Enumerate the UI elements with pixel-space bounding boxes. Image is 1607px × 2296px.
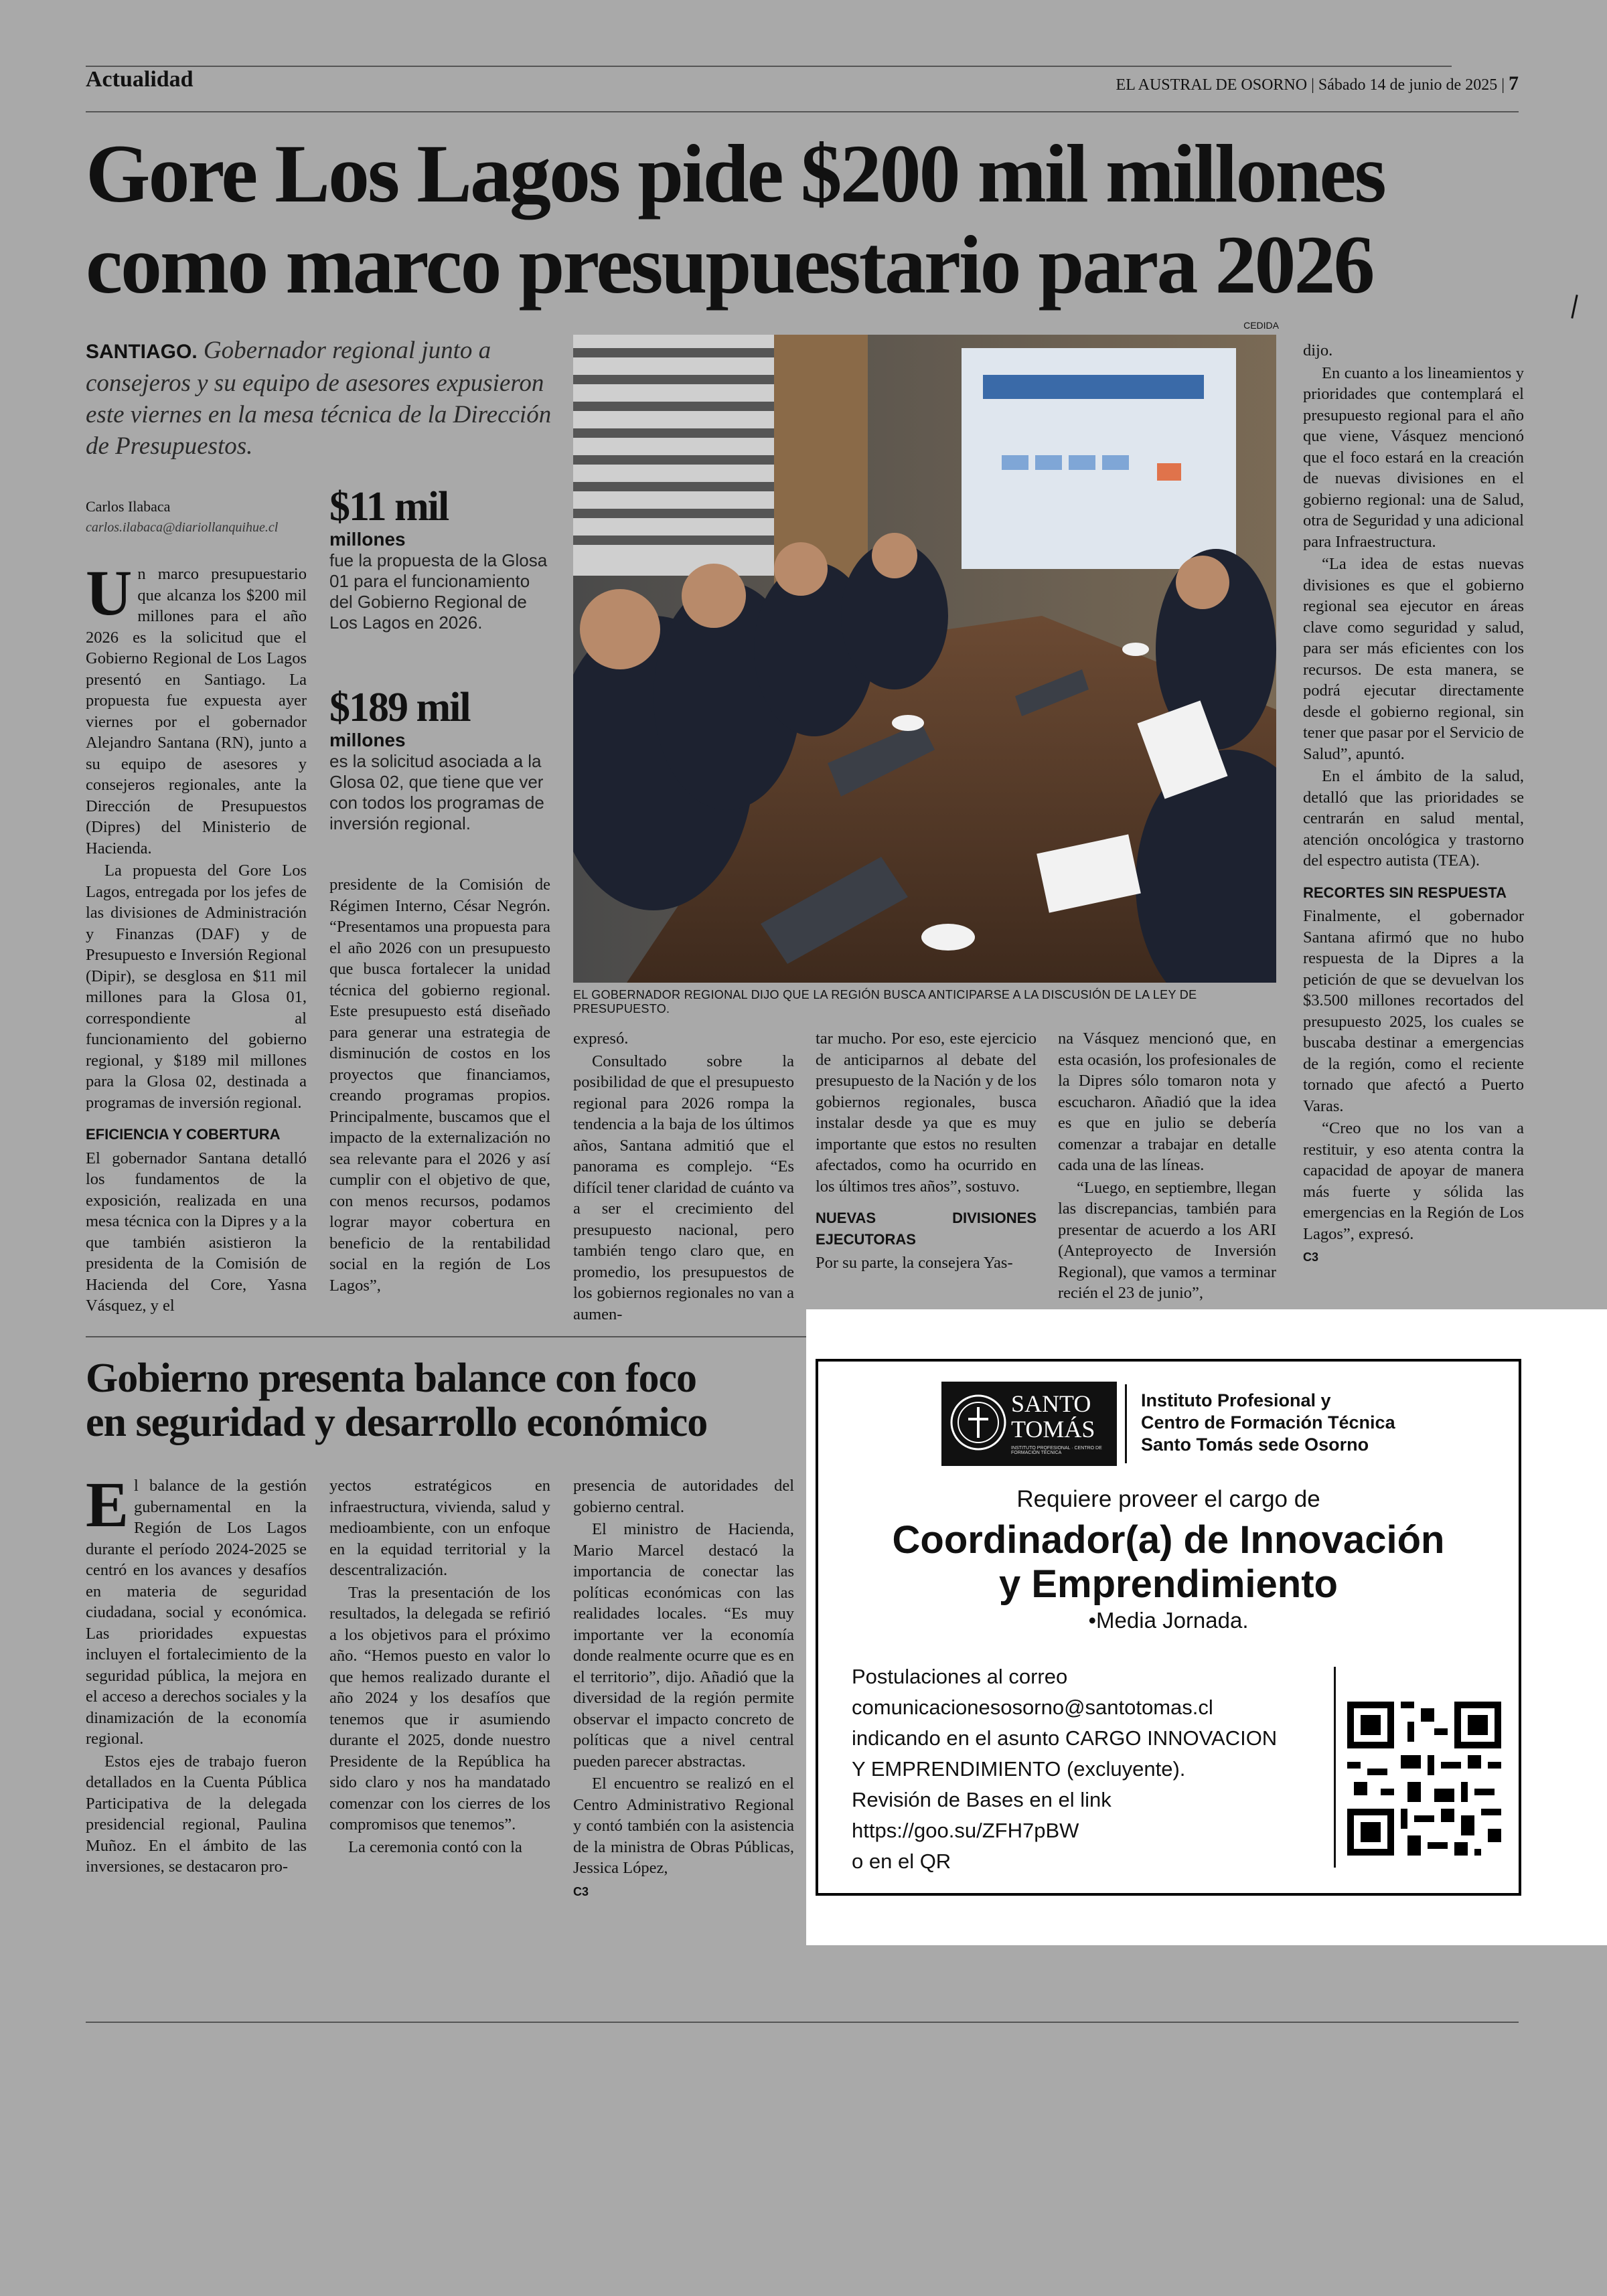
col1-p2: La propuesta del Gore Los Lagos, entregada por los jefes de las divisiones de Administración y Finanzas (DAF) y de Presupuesto e Inversión Regional (Dipir), se desglosa en $11 mil millones para la Glosa 01, correspondiente al funcionamiento del gobierno regional, y $189 mil millones para la Glosa 02, destinada a programas de inversión regional. [86,862,307,1112]
author-name: Carlos Ilabaca [86,498,171,515]
logo-small-text: INSTITUTO PROFESIONAL · CENTRO DE FORMACIÓN TÉCNICA [1011,1446,1102,1455]
article1-headline [86,129,1532,311]
subhead-recortes: RECORTES SIN RESPUESTA [1303,884,1507,901]
article1-col-2 [329,874,550,1297]
ad-info-divider [1334,1667,1336,1868]
col3-p2: Consultado sobre la posibilidad de que el presupuesto regional para 2026 rompa la tendencia a la baja de los últimos años, Santana admitió que el panorama es complejo. “Es difícil tener claridad de cuánto va a ser el crecimiento del presupuesto nacional, pero también tengo claro que, en promedio, los presupuestos de los gobiernos regionales no van a aumen- [573,1052,794,1323]
lead-place: SANTIAGO. [86,341,198,363]
article2-col-2 [329,1475,550,1859]
inst-line-2: Centro de Formación Técnica [1141,1412,1395,1432]
article2-col-1 [86,1469,307,1879]
article2-headline-line-1: Gobierno presenta balance con foco [86,1356,697,1401]
qr-code-icon[interactable] [1347,1702,1501,1856]
bottom-rule [86,2022,1519,2023]
institution-name [1141,1390,1395,1456]
stat2-desc: es la solicitud asociada a la Glosa 02, que tiene que ver con todos los programas de inversión regional. [329,751,544,833]
col1-p3: El gobernador Santana detalló los fundamentos de la exposición, realizada en una mesa técnica con la Dipres y a la que también asistieron la presidenta de la Comisión de Hacienda del Core, Yasna Vásquez, y el [86,1149,307,1315]
drop-cap: U [86,557,133,629]
article1-col-6 [1303,340,1524,1268]
a2-col3-p1: presencia de autoridades del gobierno central. [573,1477,794,1516]
ad-info-3: indicando en el asunto CARGO INNOVACION [852,1726,1278,1750]
logo-line-2: TOMÁS [1011,1416,1095,1443]
ad-info-5: Revisión de Bases en el link [852,1788,1112,1811]
a2-col3-p2: El ministro de Hacienda, Mario Marcel destacó la importancia de conectar las políticas económicas con las realidades locales. “Es muy importante ver la economía donde realmente ocurre que es en el territorio”, dijo. Añadió que la diversidad de la región permite observar el impacto concreto de políticas que a nivel central pueden parecer abstractas. [573,1520,794,1771]
article1-endmark: C3 [1303,1250,1319,1264]
article2-col-3 [573,1475,794,1902]
stat2-unit: millones [329,730,406,750]
ad-requiere: Requiere proveer el cargo de [1016,1486,1320,1512]
byline [86,497,327,538]
a2-col2-p3: La ceremonia contó con la [348,1837,522,1856]
stat1-unit: millones [329,529,406,550]
col4-p2: Por su parte, la consejera Yas- [816,1254,1013,1272]
stat1-desc: fue la propuesta de la Glosa 01 para el funcionamiento del Gobierno Regional de Los Lagos en 2026. [329,550,548,633]
job-title-line-2: y Emprendimiento [999,1562,1338,1606]
col4-p1: tar mucho. Por eso, este ejercicio de anticiparnos al debate del presupuesto de la Nación y de los gobiernos regionales, busca instalar desde ya que es muy importante que estos no resulten afectados, como ha ocurrido en los últimos tres años”, sostuvo. [816,1030,1037,1196]
ad-info-1: Postulaciones al correo [852,1665,1068,1688]
a2-col3-p3: El encuentro se realizó en el Centro Administrativo Regional y contó también con la asistencia de la ministra de Obras Públicas, Jessica López, [573,1775,794,1877]
ad-instructions [852,1661,1334,1877]
a2-col1-p2: Estos ejes de trabajo fueron detallados en la Cuenta Pública Participativa de la delegada presidencial regional, Paulina Muñoz. En el ámbito de las inversiones, se destacaron pro- [86,1752,307,1876]
stat1-amount: $11 mil [329,484,449,529]
inst-line-3: Santo Tomás sede Osorno [1141,1434,1369,1455]
meeting-photo [573,335,1276,983]
subhead-eficiencia: EFICIENCIA Y COBERTURA [86,1126,281,1143]
photo-caption: EL GOBERNADOR REGIONAL DIJO QUE LA REGIÓN BUSCA ANTICIPARSE A LA DISCUSIÓN DE LA LEY DE PRESUPUESTO. [573,988,1197,1015]
santo-tomas-seal-icon [949,1394,1007,1451]
col5-p2: “Luego, en septiembre, llegan las discrepancias, también para presentar de acuerdo a los ARI (Anteproyecto de Inversión Regional), que vamos a terminar recién el 23 de junio”, [1058,1178,1276,1302]
scan-mark [1571,295,1578,319]
subhead-nuevas-divisiones: NUEVAS DIVISIONES EJECUTORAS [816,1210,1037,1248]
article1-col-4 [816,1028,1037,1275]
masthead [1004,72,1519,95]
article2-headline [86,1356,809,1445]
paper-name: EL AUSTRAL DE OSORNO [1116,76,1308,94]
issue-date: | Sábado 14 de junio de 2025 | [1311,76,1505,94]
job-title-line-1: Coordinador(a) de Innovación [892,1518,1445,1562]
top-rule [86,66,1452,67]
logo-line-1: SANTO [1011,1390,1091,1417]
col6-p4: Finalmente, el gobernador Santana afirmó que no hubo respuesta de la Dipres a la petición de que se devuelvan los $3.500 millones recortados del presupuesto 2025, los cuales se buscaba destinar a emergencias de la región, como el reciente tornado que afectó a Puerto Varas. [1303,907,1524,1115]
article2-headline-line-2: en seguridad y desarrollo económico [86,1400,708,1445]
col6-p3: En el ámbito de la salud, detalló que las prioridades se centrarán en salud mental, atención oncológica y trastorno del espectro autista (TEA). [1303,767,1524,870]
logo-wordmark [1011,1391,1095,1442]
headline-line-1: Gore Los Lagos pide $200 mil millones [86,128,1385,220]
col5-p1: na Vásquez mencionó que, en esta ocasión, los profesionales de la Dipres sólo tomaron nota y escucharon. Añadió que la idea es que en julio se debería comenzar a trabajar en detalle cada una de las líneas. [1058,1030,1276,1174]
col6-p1: En cuanto a los lineamientos y prioridades que contemplará el presupuesto regional para el año que viene, Vásquez mencionó que el foco estará en la creación de nuevas divisiones en el gobierno regional: una de Salud, otra de Seguridad y una adicional para Infraestructura. [1303,363,1524,551]
stat2-amount: $189 mil [329,685,470,730]
inst-line-1: Instituto Profesional y [1141,1390,1331,1410]
ad-job-title [818,1518,1519,1607]
photo-credit: CEDIDA [1243,320,1279,331]
ad-jornada: •Media Jornada. [1088,1608,1249,1633]
col6-p0: dijo. [1303,341,1333,359]
stat-box-1 [329,485,557,633]
page-number: 7 [1509,72,1519,94]
santo-tomas-logo [941,1382,1117,1466]
stat-box-2 [329,685,557,834]
article1-col-5 [1058,1028,1276,1305]
ad-info-2: comunicacionesosorno@santotomas.cl [852,1696,1213,1719]
article2-drop-cap: E [86,1469,129,1540]
headline-line-2: como marco presupuestario para 2026 [86,219,1373,311]
a2-col2-p1: yectos estratégicos en infraestructura, vivienda, salud y medioambiente, con un enfoque en la equidad territorial y la descentralización. [329,1477,550,1579]
ad-info-4: Y EMPRENDIMIENTO (excluyente). [852,1757,1186,1781]
section-label: Actualidad [86,67,194,92]
col1-p1: n marco presupuestario que alcanza los $200 mil millones para el año 2026 es la solicitud que el Gobierno Regional de Los Lagos presentó en Santiago. La propuesta fue expuesta ayer viernes por el gobernador Alejandro Santana (RN), junto a su equipo de asesores y consejeros regionales, ante la Dirección de Presupuestos (Dipres) del Ministerio de Hacienda. [86,565,307,857]
header-rule [86,111,1519,112]
a2-col2-p2: Tras la presentación de los resultados, la delegada se refirió a los objetivos para el próximo año. “Hemos puesto en valor lo que hemos realizado durante el año 2024 y los desafíos que tenemos que ir asumiendo durante el 2025, donde nuestro Presidente de la República ha sido claro y nos ha mandatado comenzar con los cierres de los compromisos que tenemos”. [329,1583,550,1833]
col6-p5: “Creo que no los van a restituir, y eso atenta contra la capacidad de apoyar de manera más fuerte y sólida las emergencias en la Región de Los Lagos”, expresó. [1303,1119,1524,1243]
article1-col-3 [573,1028,794,1326]
job-ad [816,1359,1521,1896]
lead-text: Gobernador regional junto a consejeros y su equipo de asesores expusieron este viernes en la mesa técnica de la Dirección de Presupuestos. [86,337,552,460]
meeting-photo-illustration [573,335,1276,983]
col3-p1: expresó. [573,1030,629,1048]
ad-info-6: https://goo.su/ZFH7pBW [852,1819,1079,1842]
col2-p1: presidente de la Comisión de Régimen Interno, César Negrón. “Presentamos una propuesta para el año 2026 con un presupuesto que busca fortalecer la unidad técnica del gobierno regional. Este presupuesto está diseñado para generar una estrategia de disminución de costos en los proyectos que financiamos, creando programas propios. Principalmente, buscamos que el impacto de la externalización no sea relevante para el 2026 y así cumplir con el objetivo de que, con menos recursos, podamos lograr mayor cobertura en beneficio de la rentabilidad social en la región de Los Lagos”, [329,876,550,1295]
a2-col1-p1: l balance de la gestión gubernamental en la Región de Los Lagos durante el período 2024-2025 se centró en los avances y desafíos en materia de seguridad ciudadana, social y económica. Las prioridades expuestas incluyen el fortalecimiento de la seguridad pública, la mejora en el acceso a derechos sociales y la dinamización de la economía regional. [86,1477,307,1748]
ad-info-7: o en el QR [852,1850,951,1873]
article2-endmark: C3 [573,1884,589,1898]
author-email: carlos.ilabaca@diariollanquihue.cl [86,520,279,535]
article1-col-1 [86,557,307,1318]
logo-divider [1125,1384,1127,1463]
article1-lead [86,335,554,462]
col6-p2: “La idea de estas nuevas divisiones es que el gobierno regional sea ejecutor en áreas clave como seguridad y salud, para ser más eficientes con los recursos. De esta manera, se podrá ejecutar directamente desde el gobierno regional, sin tener que pasar por el Servicio de Salud”, apuntó. [1303,555,1524,763]
